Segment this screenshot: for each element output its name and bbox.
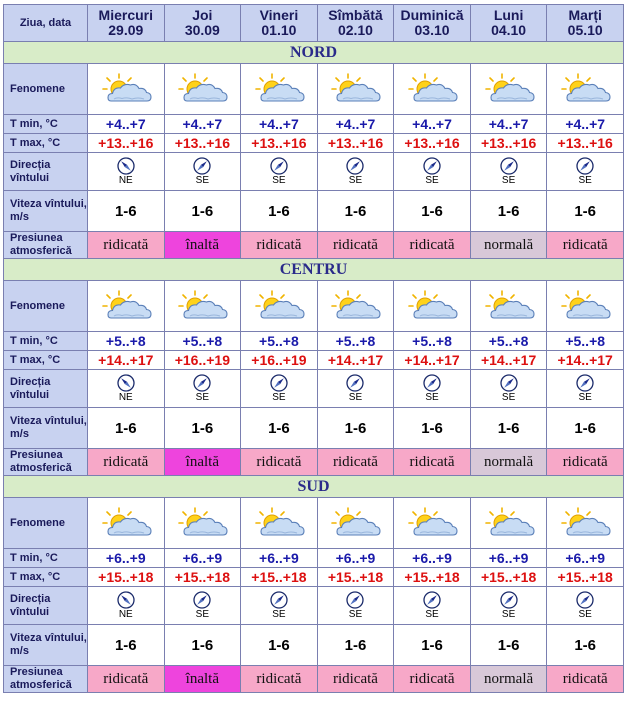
day-name: Joi bbox=[192, 7, 213, 23]
row-label-tmax: T max, °C bbox=[4, 568, 87, 586]
wind-direction-cell bbox=[394, 587, 470, 624]
wind-direction-label: SE bbox=[578, 609, 592, 620]
day-date: 29.09 bbox=[108, 22, 144, 38]
tmin-value: +6..+9 bbox=[241, 549, 317, 567]
pressure-value: ridicată bbox=[394, 232, 470, 258]
wind-speed-value: 1-6 bbox=[471, 191, 547, 231]
compass-icon bbox=[88, 374, 164, 392]
compass-icon bbox=[165, 157, 241, 175]
region-row bbox=[4, 42, 623, 63]
wind-direction-cell bbox=[471, 370, 547, 407]
tmax-value: +15..+18 bbox=[394, 568, 470, 586]
day-date: 05.10 bbox=[567, 22, 603, 38]
day-date: 02.10 bbox=[337, 22, 373, 38]
row-label-tmin: T min, °C bbox=[4, 332, 87, 350]
tmax-value: +15..+18 bbox=[318, 568, 394, 586]
wind-speed-value: 1-6 bbox=[547, 191, 623, 231]
pressure-value: ridicată bbox=[241, 666, 317, 692]
wind-direction-cell bbox=[241, 370, 317, 407]
compass-icon bbox=[165, 374, 241, 392]
sun-behind-cloud-icon bbox=[241, 506, 317, 540]
wind-direction-label: SE bbox=[578, 392, 592, 403]
wind-speed-value: 1-6 bbox=[547, 625, 623, 665]
wind-direction-label: SE bbox=[195, 392, 210, 403]
wind-direction-cell bbox=[471, 587, 547, 624]
wind-speed-value: 1-6 bbox=[88, 408, 164, 448]
tmax-value: +14..+17 bbox=[318, 351, 394, 369]
row-tmax bbox=[4, 134, 623, 152]
row-label-viteza: Viteza vîntului, m/s bbox=[4, 191, 87, 231]
tmin-value: +6..+9 bbox=[394, 549, 470, 567]
pressure-value: ridicată bbox=[547, 449, 623, 475]
tmin-value: +6..+9 bbox=[471, 549, 547, 567]
compass-icon bbox=[88, 591, 164, 609]
day-header bbox=[318, 5, 394, 41]
region-title: NORD bbox=[4, 42, 623, 63]
wind-direction-label: SE bbox=[348, 392, 363, 403]
row-label-tmax: T max, °C bbox=[4, 351, 87, 369]
row-tmax bbox=[4, 351, 623, 369]
fenomene-cell bbox=[318, 498, 394, 548]
day-name: Marți bbox=[568, 7, 602, 23]
sun-behind-cloud-icon bbox=[165, 506, 241, 540]
tmax-value: +15..+18 bbox=[88, 568, 164, 586]
region-title: CENTRU bbox=[4, 259, 623, 280]
sun-behind-cloud-icon bbox=[318, 289, 394, 323]
pressure-value: normală bbox=[471, 232, 547, 258]
sun-behind-cloud-icon bbox=[318, 72, 394, 106]
wind-direction-label: SE bbox=[501, 175, 516, 186]
compass-icon bbox=[471, 374, 547, 392]
wind-direction-label: SE bbox=[348, 609, 363, 620]
compass-icon bbox=[547, 591, 623, 609]
fenomene-cell bbox=[471, 498, 547, 548]
row-label-presiunea: Presiunea atmosferică bbox=[4, 449, 87, 475]
tmax-value: +15..+18 bbox=[241, 568, 317, 586]
compass-icon bbox=[318, 157, 394, 175]
sun-behind-cloud-icon bbox=[88, 506, 164, 540]
row-label-directia: Direcția vîntului bbox=[4, 587, 87, 624]
row-label-tmin: T min, °C bbox=[4, 115, 87, 133]
row-presiunea bbox=[4, 232, 623, 258]
pressure-value: ridicată bbox=[88, 449, 164, 475]
row-fenomene bbox=[4, 64, 623, 114]
compass-icon bbox=[471, 591, 547, 609]
tmax-value: +15..+18 bbox=[471, 568, 547, 586]
forecast-table bbox=[3, 4, 624, 693]
region-row bbox=[4, 259, 623, 280]
wind-direction-label: NE bbox=[118, 392, 133, 403]
wind-direction-label: SE bbox=[195, 609, 210, 620]
wind-direction-cell bbox=[547, 587, 623, 624]
day-name: Miercuri bbox=[98, 7, 154, 23]
wind-direction-cell bbox=[88, 587, 164, 624]
fenomene-cell bbox=[165, 281, 241, 331]
compass-icon bbox=[318, 374, 394, 392]
wind-speed-value: 1-6 bbox=[165, 408, 241, 448]
fenomene-cell bbox=[394, 281, 470, 331]
tmin-value: +6..+9 bbox=[88, 549, 164, 567]
tmin-value: +6..+9 bbox=[165, 549, 241, 567]
day-header bbox=[471, 5, 547, 41]
wind-speed-value: 1-6 bbox=[165, 625, 241, 665]
wind-speed-value: 1-6 bbox=[471, 625, 547, 665]
fenomene-cell bbox=[241, 64, 317, 114]
wind-speed-value: 1-6 bbox=[165, 191, 241, 231]
wind-speed-value: 1-6 bbox=[394, 408, 470, 448]
wind-direction-cell bbox=[471, 153, 547, 190]
wind-direction-label: SE bbox=[348, 175, 363, 186]
tmin-value: +5..+8 bbox=[547, 332, 623, 350]
sun-behind-cloud-icon bbox=[471, 72, 547, 106]
day-header bbox=[165, 5, 241, 41]
tmin-value: +4..+7 bbox=[318, 115, 394, 133]
tmax-value: +13..+16 bbox=[88, 134, 164, 152]
wind-direction-cell bbox=[318, 587, 394, 624]
wind-direction-cell bbox=[241, 587, 317, 624]
sun-behind-cloud-icon bbox=[471, 289, 547, 323]
compass-icon bbox=[241, 374, 317, 392]
sun-behind-cloud-icon bbox=[165, 72, 241, 106]
tmin-value: +5..+8 bbox=[318, 332, 394, 350]
tmin-value: +4..+7 bbox=[471, 115, 547, 133]
header-row bbox=[4, 5, 623, 41]
tmax-value: +13..+16 bbox=[165, 134, 241, 152]
wind-direction-label: SE bbox=[501, 392, 516, 403]
tmin-value: +4..+7 bbox=[547, 115, 623, 133]
tmin-value: +6..+9 bbox=[547, 549, 623, 567]
wind-direction-cell bbox=[165, 370, 241, 407]
wind-speed-value: 1-6 bbox=[88, 191, 164, 231]
fenomene-cell bbox=[88, 281, 164, 331]
pressure-value: ridicată bbox=[88, 666, 164, 692]
wind-speed-value: 1-6 bbox=[241, 408, 317, 448]
pressure-value: înaltă bbox=[165, 666, 241, 692]
wind-direction-cell bbox=[394, 153, 470, 190]
tmax-value: +14..+17 bbox=[88, 351, 164, 369]
compass-icon bbox=[471, 157, 547, 175]
sun-behind-cloud-icon bbox=[88, 289, 164, 323]
row-tmin bbox=[4, 115, 623, 133]
wind-speed-value: 1-6 bbox=[241, 191, 317, 231]
compass-icon bbox=[394, 157, 470, 175]
tmax-value: +14..+17 bbox=[394, 351, 470, 369]
tmax-value: +13..+16 bbox=[471, 134, 547, 152]
wind-direction-label: SE bbox=[272, 609, 286, 620]
wind-direction-cell bbox=[394, 370, 470, 407]
row-label-fenomene: Fenomene bbox=[4, 281, 87, 331]
fenomene-cell bbox=[88, 498, 164, 548]
tmin-value: +5..+8 bbox=[471, 332, 547, 350]
compass-icon bbox=[165, 591, 241, 609]
region-title: SUD bbox=[4, 476, 623, 497]
wind-speed-value: 1-6 bbox=[318, 625, 394, 665]
sun-behind-cloud-icon bbox=[165, 289, 241, 323]
compass-icon bbox=[547, 157, 623, 175]
tmin-value: +4..+7 bbox=[394, 115, 470, 133]
wind-speed-value: 1-6 bbox=[471, 408, 547, 448]
wind-direction-cell bbox=[547, 153, 623, 190]
wind-direction-label: SE bbox=[272, 175, 286, 186]
fenomene-cell bbox=[165, 498, 241, 548]
wind-direction-label: SE bbox=[501, 609, 516, 620]
wind-direction-cell bbox=[241, 153, 317, 190]
day-header bbox=[394, 5, 470, 41]
sun-behind-cloud-icon bbox=[471, 506, 547, 540]
row-directia bbox=[4, 153, 623, 190]
wind-speed-value: 1-6 bbox=[394, 191, 470, 231]
pressure-value: înaltă bbox=[165, 449, 241, 475]
pressure-value: ridicată bbox=[318, 666, 394, 692]
sun-behind-cloud-icon bbox=[88, 72, 164, 106]
tmin-value: +4..+7 bbox=[241, 115, 317, 133]
sun-behind-cloud-icon bbox=[241, 72, 317, 106]
row-label-fenomene: Fenomene bbox=[4, 498, 87, 548]
sun-behind-cloud-icon bbox=[547, 289, 623, 323]
pressure-value: ridicată bbox=[88, 232, 164, 258]
fenomene-cell bbox=[547, 64, 623, 114]
tmax-value: +13..+16 bbox=[547, 134, 623, 152]
fenomene-cell bbox=[471, 64, 547, 114]
wind-direction-label: NE bbox=[118, 609, 133, 620]
pressure-value: ridicată bbox=[318, 449, 394, 475]
tmin-value: +6..+9 bbox=[318, 549, 394, 567]
tmax-value: +13..+16 bbox=[394, 134, 470, 152]
sun-behind-cloud-icon bbox=[394, 506, 470, 540]
day-name: Sîmbătă bbox=[328, 7, 383, 23]
tmin-value: +5..+8 bbox=[165, 332, 241, 350]
row-label-tmin: T min, °C bbox=[4, 549, 87, 567]
tmax-value: +14..+17 bbox=[471, 351, 547, 369]
day-date: 30.09 bbox=[184, 22, 220, 38]
fenomene-cell bbox=[165, 64, 241, 114]
row-label-tmax: T max, °C bbox=[4, 134, 87, 152]
row-directia bbox=[4, 370, 623, 407]
day-name: Luni bbox=[493, 7, 524, 23]
wind-direction-label: NE bbox=[118, 175, 133, 186]
day-date: 01.10 bbox=[261, 22, 297, 38]
row-label-viteza: Viteza vîntului, m/s bbox=[4, 625, 87, 665]
pressure-value: înaltă bbox=[165, 232, 241, 258]
compass-icon bbox=[547, 374, 623, 392]
compass-icon bbox=[318, 591, 394, 609]
pressure-value: normală bbox=[471, 449, 547, 475]
wind-speed-value: 1-6 bbox=[318, 191, 394, 231]
pressure-value: ridicată bbox=[547, 232, 623, 258]
fenomene-cell bbox=[88, 64, 164, 114]
tmax-value: +15..+18 bbox=[165, 568, 241, 586]
compass-icon bbox=[394, 591, 470, 609]
tmax-value: +13..+16 bbox=[318, 134, 394, 152]
fenomene-cell bbox=[547, 281, 623, 331]
row-fenomene bbox=[4, 498, 623, 548]
fenomene-cell bbox=[394, 498, 470, 548]
wind-speed-value: 1-6 bbox=[547, 408, 623, 448]
tmin-value: +5..+8 bbox=[394, 332, 470, 350]
row-tmin bbox=[4, 549, 623, 567]
wind-direction-label: SE bbox=[425, 609, 439, 620]
row-directia bbox=[4, 587, 623, 624]
tmax-value: +14..+17 bbox=[547, 351, 623, 369]
day-name: Vineri bbox=[259, 7, 299, 23]
row-label-viteza: Viteza vîntului, m/s bbox=[4, 408, 87, 448]
wind-direction-cell bbox=[318, 153, 394, 190]
tmin-value: +5..+8 bbox=[88, 332, 164, 350]
pressure-value: ridicată bbox=[394, 449, 470, 475]
wind-direction-label: SE bbox=[272, 392, 286, 403]
row-label-directia: Direcția vîntului bbox=[4, 370, 87, 407]
wind-direction-cell bbox=[165, 153, 241, 190]
row-presiunea bbox=[4, 666, 623, 692]
day-name: Duminică bbox=[400, 7, 464, 23]
pressure-value: ridicată bbox=[241, 232, 317, 258]
sun-behind-cloud-icon bbox=[318, 506, 394, 540]
tmax-value: +13..+16 bbox=[241, 134, 317, 152]
wind-speed-value: 1-6 bbox=[394, 625, 470, 665]
wind-direction-label: SE bbox=[425, 175, 439, 186]
row-viteza bbox=[4, 191, 623, 231]
tmax-value: +16..+19 bbox=[165, 351, 241, 369]
tmin-value: +4..+7 bbox=[165, 115, 241, 133]
row-presiunea bbox=[4, 449, 623, 475]
fenomene-cell bbox=[318, 281, 394, 331]
row-tmin bbox=[4, 332, 623, 350]
compass-icon bbox=[88, 157, 164, 175]
fenomene-cell bbox=[241, 281, 317, 331]
day-header bbox=[547, 5, 623, 41]
wind-direction-cell bbox=[165, 587, 241, 624]
fenomene-cell bbox=[471, 281, 547, 331]
row-viteza bbox=[4, 625, 623, 665]
wind-speed-value: 1-6 bbox=[318, 408, 394, 448]
pressure-value: ridicată bbox=[241, 449, 317, 475]
compass-icon bbox=[394, 374, 470, 392]
wind-direction-label: SE bbox=[195, 175, 210, 186]
tmin-value: +5..+8 bbox=[241, 332, 317, 350]
sun-behind-cloud-icon bbox=[547, 506, 623, 540]
day-date: 03.10 bbox=[414, 22, 450, 38]
fenomene-cell bbox=[394, 64, 470, 114]
sun-behind-cloud-icon bbox=[394, 72, 470, 106]
wind-direction-cell bbox=[318, 370, 394, 407]
compass-icon bbox=[241, 157, 317, 175]
pressure-value: ridicată bbox=[547, 666, 623, 692]
row-label-fenomene: Fenomene bbox=[4, 64, 87, 114]
compass-icon bbox=[241, 591, 317, 609]
fenomene-cell bbox=[318, 64, 394, 114]
pressure-value: normală bbox=[471, 666, 547, 692]
wind-direction-label: SE bbox=[425, 392, 439, 403]
region-row bbox=[4, 476, 623, 497]
pressure-value: ridicată bbox=[394, 666, 470, 692]
row-label-directia: Direcția vîntului bbox=[4, 153, 87, 190]
row-tmax bbox=[4, 568, 623, 586]
wind-direction-cell bbox=[547, 370, 623, 407]
wind-speed-value: 1-6 bbox=[88, 625, 164, 665]
wind-direction-cell bbox=[88, 370, 164, 407]
corner-label: Ziua, data bbox=[4, 5, 87, 41]
row-label-presiunea: Presiunea atmosferică bbox=[4, 666, 87, 692]
row-fenomene bbox=[4, 281, 623, 331]
tmax-value: +15..+18 bbox=[547, 568, 623, 586]
fenomene-cell bbox=[547, 498, 623, 548]
fenomene-cell bbox=[241, 498, 317, 548]
day-header bbox=[88, 5, 164, 41]
row-viteza bbox=[4, 408, 623, 448]
day-date: 04.10 bbox=[491, 22, 527, 38]
wind-direction-cell bbox=[88, 153, 164, 190]
tmax-value: +16..+19 bbox=[241, 351, 317, 369]
wind-direction-label: SE bbox=[578, 175, 592, 186]
sun-behind-cloud-icon bbox=[547, 72, 623, 106]
sun-behind-cloud-icon bbox=[241, 289, 317, 323]
sun-behind-cloud-icon bbox=[394, 289, 470, 323]
row-label-presiunea: Presiunea atmosferică bbox=[4, 232, 87, 258]
day-header bbox=[241, 5, 317, 41]
pressure-value: ridicată bbox=[318, 232, 394, 258]
tmin-value: +4..+7 bbox=[88, 115, 164, 133]
wind-speed-value: 1-6 bbox=[241, 625, 317, 665]
